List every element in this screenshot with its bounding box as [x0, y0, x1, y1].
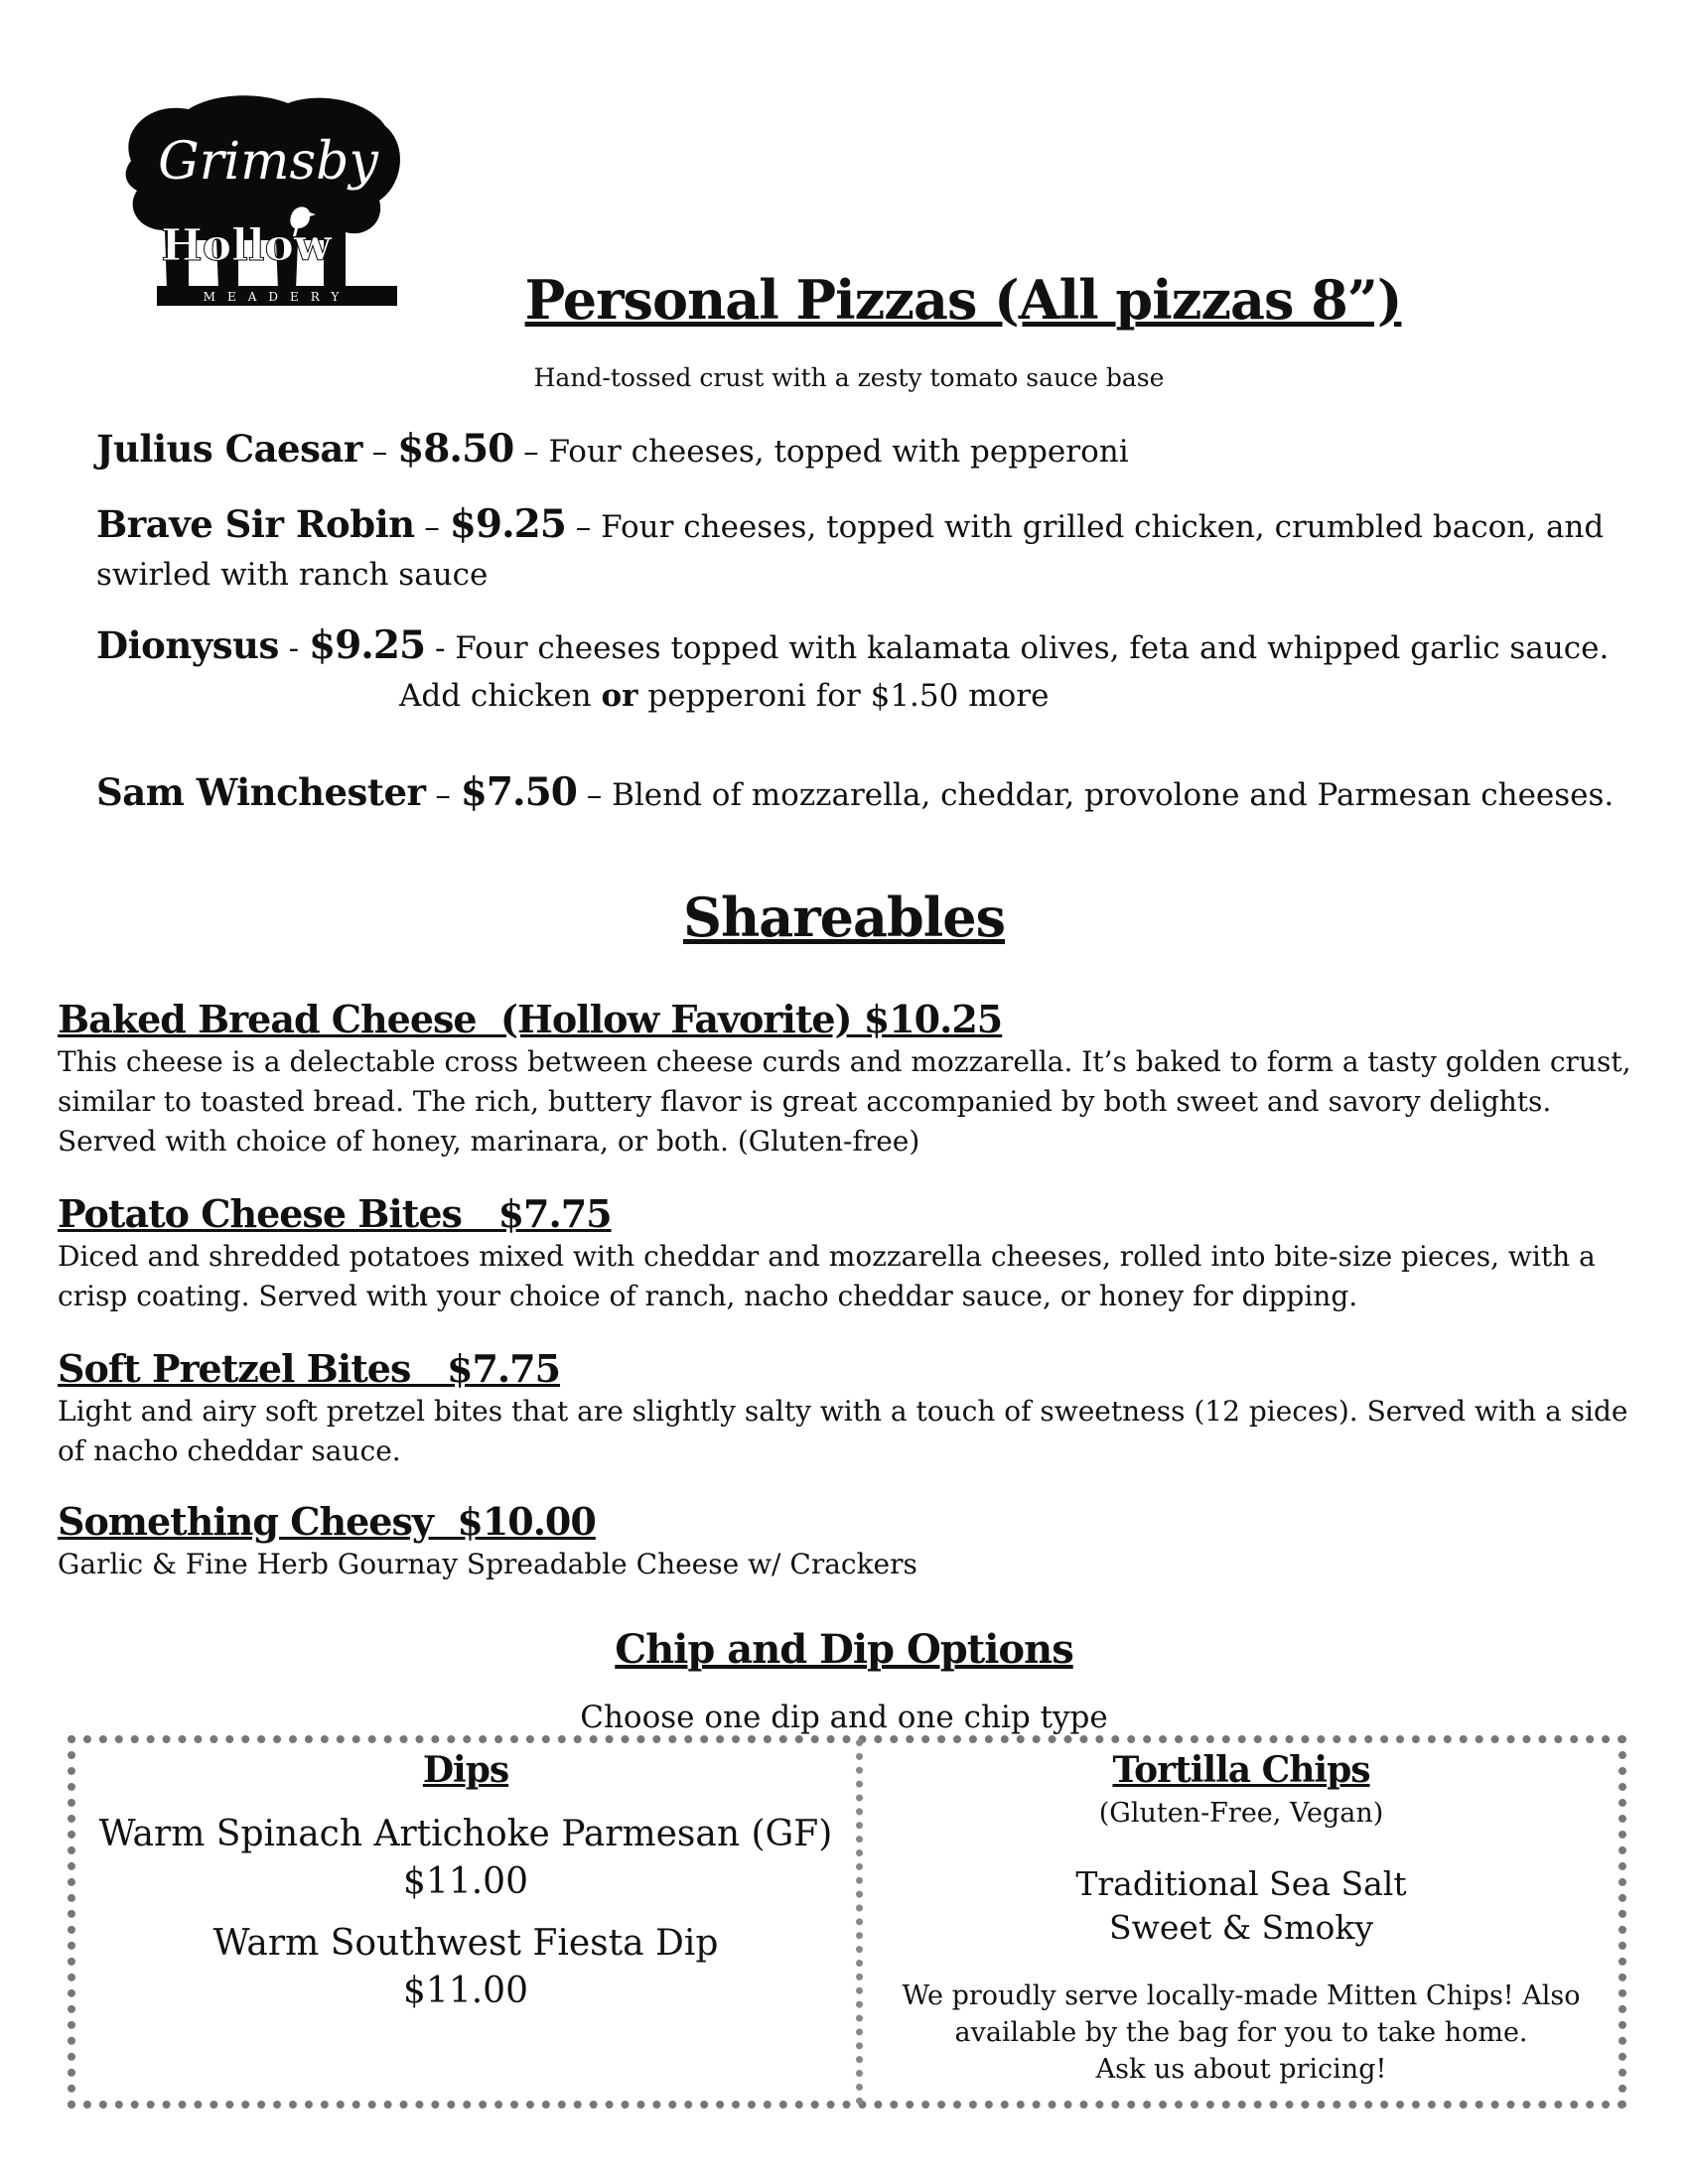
pizza-item: Julius Caesar – $8.50 – Four cheeses, topped with pepperoni: [96, 426, 1129, 472]
pizza-price: $9.25: [308, 622, 426, 668]
pizza-price: $9.25: [449, 501, 566, 547]
logo-name: Grimsby: [158, 132, 378, 192]
pizza-item: Sam Winchester – $7.50 – Blend of mozzarella, cheddar, provolone and Parmesan cheeses.: [96, 769, 1615, 815]
chip-flavor: Sweet & Smoky: [1109, 1908, 1373, 1947]
chip-flavor: Traditional Sea Salt: [1075, 1864, 1407, 1903]
box-divider: [856, 1739, 863, 2105]
pizza-addon: Add chicken or pepperoni for $1.50 more: [399, 678, 1050, 714]
dip-name: Warm Southwest Fiesta Dip: [212, 1923, 719, 1964]
chips-subtitle: Choose one dip and one chip type: [580, 1700, 1108, 1735]
shareable-item: [58, 1191, 1656, 1316]
pizza-name: Sam Winchester: [96, 770, 426, 814]
shareable-desc: Diced and shredded potatoes mixed with cheddar and mozzarella cheeses, rolled into bite-size pieces, with a crisp coating. Served with your choice of ranch, nacho cheddar sauce, or honey for dipping.: [58, 1240, 1596, 1312]
promo-line: We proudly serve locally-made Mitten Chips! Also: [902, 1980, 1581, 2011]
shareable-item: [58, 997, 1656, 1161]
pizza-desc: Four cheeses topped with kalamata olives, feta and whipped garlic sauce.: [455, 630, 1610, 666]
dip-price: $11.00: [403, 1861, 528, 1902]
pizza-price: $7.50: [460, 769, 577, 815]
shareable-desc: Garlic & Fine Herb Gournay Spreadable Cheese w/ Crackers: [58, 1548, 917, 1580]
pizza-price: $8.50: [397, 426, 514, 472]
dips-column: [75, 1745, 856, 2029]
shareables-title: Shareables: [682, 886, 1006, 949]
pizza-desc: Four cheeses, topped with pepperoni: [548, 434, 1129, 470]
shareable-heading: Potato Cheese Bites $7.75: [58, 1191, 612, 1236]
shareable-heading: Something Cheesy $10.00: [58, 1499, 596, 1544]
pizzas-title: Personal Pizzas (All pizzas 8”): [524, 268, 1402, 332]
promo-line: Ask us about pricing!: [1095, 2054, 1387, 2085]
pizzas-subtitle: Hand-tossed crust with a zesty tomato sauce base: [533, 363, 1165, 392]
pizza-item: Dionysus - $9.25 - Four cheeses topped with kalamata olives, feta and whipped garlic sauce. Add chicken or pepperoni for $1.50 more: [96, 621, 1625, 720]
shareable-item: [58, 1499, 1656, 1584]
pizza-item: Brave Sir Robin – $9.25 – Four cheeses, topped with grilled chicken, crumbled bacon, and swirled with ranch sauce: [96, 501, 1605, 593]
tortilla-column: [864, 1745, 1618, 2088]
pizza-name: Brave Sir Robin: [96, 502, 415, 546]
logo-line2: Hollow: [161, 220, 332, 271]
shareable-desc: This cheese is a delectable cross between cheese curds and mozzarella. It’s baked to form a tasty golden crust, similar to toasted bread. The rich, buttery flavor is great accompanied by both sweet and savory delights. Served with choice of honey, marinara, or both. (Gluten-free): [58, 1045, 1631, 1158]
tortilla-note: (Gluten-Free, Vegan): [1098, 1798, 1384, 1829]
promo-line: available by the bag for you to take home.: [954, 2017, 1528, 2048]
dip-name: Warm Spinach Artichoke Parmesan (GF): [98, 1814, 833, 1854]
shareable-item: [58, 1346, 1656, 1471]
pizza-name: Julius Caesar: [96, 427, 362, 471]
shareable-heading: Baked Bread Cheese (Hollow Favorite) $10.25: [58, 997, 1003, 1041]
chips-title: Chip and Dip Options: [615, 1626, 1073, 1673]
dips-heading: Dips: [422, 1749, 509, 1791]
pizza-name: Dionysus: [96, 623, 279, 667]
tortilla-heading: Tortilla Chips: [1112, 1749, 1370, 1791]
logo-tagline: MEADERY: [203, 290, 352, 304]
shareable-heading: Soft Pretzel Bites $7.75: [58, 1346, 561, 1391]
dip-price: $11.00: [403, 1971, 528, 2011]
shareable-desc: Light and airy soft pretzel bites that are slightly salty with a touch of sweetness (12 pieces). Served with a side of nacho cheddar sauce.: [58, 1395, 1628, 1467]
pizza-desc: Four cheeses, topped with grilled chicken, crumbled bacon, and swirled with ranch sauce: [96, 509, 1605, 593]
pizza-desc: Blend of mozzarella, cheddar, provolone and Parmesan cheeses.: [612, 777, 1615, 813]
